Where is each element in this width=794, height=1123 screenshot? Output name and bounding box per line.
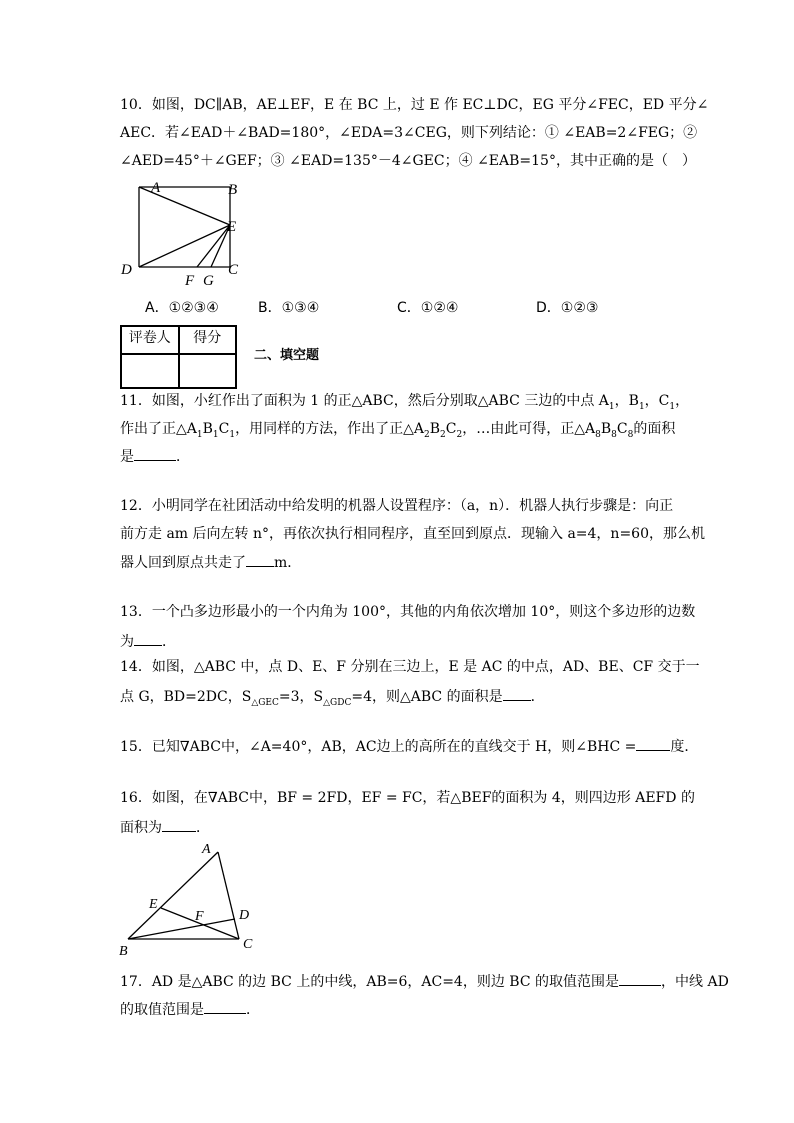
- q12-line-2: 前方走 am 后向左转 n°，再依次执行相同程序，直至回到原点．现输入 a=4，n=60，那么机: [120, 526, 705, 542]
- q10-label-f: F: [185, 273, 195, 289]
- q16-label-e: E: [149, 897, 158, 912]
- q10-label-d: D: [121, 262, 132, 278]
- q12-answer-blank[interactable]: [246, 552, 274, 567]
- q10-option-d[interactable]: D．①②③: [536, 300, 599, 316]
- q13-text: 为: [120, 634, 134, 650]
- q17-text: 的取值范围是: [120, 1002, 204, 1018]
- q14-sub: △GDC: [323, 697, 352, 708]
- q17-text: ．: [246, 1002, 260, 1018]
- q14-text: =3，S: [278, 689, 324, 705]
- q16-edge-ac: [218, 852, 239, 939]
- q16-label-b: B: [119, 944, 128, 959]
- q11-sub: 1: [638, 401, 645, 412]
- q11-sub: 8: [627, 429, 634, 440]
- q17-line-1: [120, 971, 729, 991]
- q11-line-3: [120, 446, 190, 466]
- q16-edge-bd: [128, 919, 235, 939]
- q10-label-c: C: [228, 262, 239, 278]
- q11-text: B: [600, 421, 612, 437]
- q12-line-1: 12．小明同学在社团活动中给发明的机器人设置程序：（a，n）．机器人执行步骤是：向正: [120, 498, 674, 514]
- q14-answer-blank[interactable]: [503, 686, 531, 701]
- q15-text: 度．: [670, 739, 699, 755]
- q14-text: =4，则△ABC 的面积是: [351, 689, 503, 705]
- score-table: [120, 325, 237, 389]
- q17-answer-blank-bc[interactable]: [619, 971, 661, 986]
- q16-answer-blank[interactable]: [162, 817, 196, 832]
- q12-text: 器人回到原点共走了: [120, 555, 246, 571]
- q10-line-3: ∠AED=45°＋∠GEF；③ ∠EAD=135°－4∠GEC；④ ∠EAB=15°，其中正确的是（ ）: [120, 153, 696, 169]
- q11-text: B: [202, 421, 213, 437]
- q16-label-a: A: [202, 842, 211, 857]
- q11-text: ，…由此可得，正△A: [462, 421, 596, 437]
- q11-text: C: [445, 421, 457, 437]
- q16-line-1: 16．如图，在∇ABC中，BF = 2FD，EF = FC，若△BEF的面积为 4，则四边形 AEFD 的: [120, 790, 695, 806]
- q16-text: ．: [196, 820, 210, 836]
- q16-label-d: D: [239, 908, 250, 923]
- q13-line-1: 13．一个凸多边形最小的一个内角为 100°，其他的内角依次增加 10°，则这个多边形的边数: [120, 604, 696, 620]
- q12-line-3: [120, 552, 301, 572]
- q16-label-f: F: [195, 909, 204, 924]
- q14-text: ．: [530, 689, 545, 705]
- q11-text: ，C: [644, 393, 670, 409]
- q11-text: ，B: [614, 393, 639, 409]
- q11-sub: 1: [212, 429, 219, 440]
- q11-text: C: [218, 421, 230, 437]
- q15-answer-blank[interactable]: [636, 736, 670, 751]
- q12-text: m．: [274, 555, 302, 571]
- q10-figure: [118, 176, 258, 291]
- q11-text: ，用同样的方法，作出了正△A: [235, 421, 424, 437]
- q10-option-c[interactable]: C．①②④: [397, 300, 459, 316]
- q11-sub: 1: [196, 429, 203, 440]
- q11-sub: 8: [611, 429, 617, 440]
- q11-line-1: [120, 392, 689, 416]
- q11-text: B: [429, 421, 441, 437]
- q11-text: 的面积: [633, 421, 676, 437]
- q10-label-b: B: [228, 182, 238, 198]
- score-table-grader-cell[interactable]: [121, 354, 179, 388]
- q11-text: ，: [675, 393, 690, 409]
- q10-label-g: G: [203, 273, 214, 289]
- q15-line: [120, 736, 698, 756]
- q10-line-2: AEC．若∠EAD＋∠BAD=180°，∠EDA=3∠CEG，则下列结论：① ∠EAB=2∠FEG；②: [120, 125, 698, 141]
- q13-line-2: [120, 631, 176, 651]
- q17-answer-blank-ad[interactable]: [204, 999, 246, 1014]
- q16-figure: [116, 838, 266, 960]
- q16-text: 面积为: [120, 820, 162, 836]
- q10-line-1: 10．如图，DC∥AB，AE⊥EF，E 在 BC 上，过 E 作 EC⊥DC，EG 平分∠FEC，ED 平分∠: [120, 97, 709, 113]
- q10-edge-de: [139, 225, 230, 267]
- q10-label-a: A: [151, 180, 161, 196]
- score-table-grader-header: 评卷人: [121, 326, 179, 354]
- q11-sub: 1: [608, 401, 615, 412]
- q17-text: ，中线 AD: [661, 974, 729, 990]
- section-title: 二、填空题: [254, 348, 320, 363]
- q11-text: ．: [176, 449, 190, 465]
- q11-line-2: [120, 420, 675, 444]
- q11-answer-blank[interactable]: [134, 446, 176, 461]
- q15-text: 15．已知∇ABC中，∠A=40°，AB，AC边上的高所在的直线交于 H，则∠BHC =: [120, 739, 637, 755]
- q17-line-2: [120, 999, 260, 1019]
- q11-sub: 2: [424, 429, 430, 440]
- q10-option-b[interactable]: B．①③④: [258, 300, 320, 316]
- q17-text: 17．AD 是△ABC 的边 BC 上的中线，AB=6，AC=4，则边 BC 的取值范围是: [120, 974, 620, 990]
- q11-sub: 8: [595, 429, 601, 440]
- q11-sub: 2: [440, 429, 446, 440]
- q11-sub: 1: [229, 429, 236, 440]
- q16-line-2: [120, 817, 210, 837]
- q11-text: C: [616, 421, 628, 437]
- q10-label-e: E: [227, 219, 237, 235]
- q13-text: ．: [162, 634, 176, 650]
- score-table-score-cell[interactable]: [179, 354, 237, 388]
- q13-answer-blank[interactable]: [134, 631, 162, 646]
- q16-label-c: C: [243, 937, 253, 952]
- q11-sub: 1: [669, 401, 676, 412]
- q11-text: 是: [120, 449, 134, 465]
- q14-line-1: 14．如图，△ABC 中，点 D、E、F 分别在三边上，E 是 AC 的中点，AD、BE、CF 交于一: [120, 659, 700, 675]
- q11-sub: 2: [456, 429, 463, 440]
- q10-option-a[interactable]: A．①②③④: [145, 300, 219, 316]
- q14-sub: △GEC: [251, 697, 279, 708]
- score-table-score-header: 得分: [179, 326, 237, 354]
- q11-text: 11．如图，小红作出了面积为 1 的正△ABC，然后分别取△ABC 三边的中点 A: [120, 393, 609, 409]
- q11-text: 作出了正△A: [120, 421, 197, 437]
- q14-line-2: [120, 686, 545, 712]
- q14-text: 点 G，BD=2DC，S: [120, 689, 252, 705]
